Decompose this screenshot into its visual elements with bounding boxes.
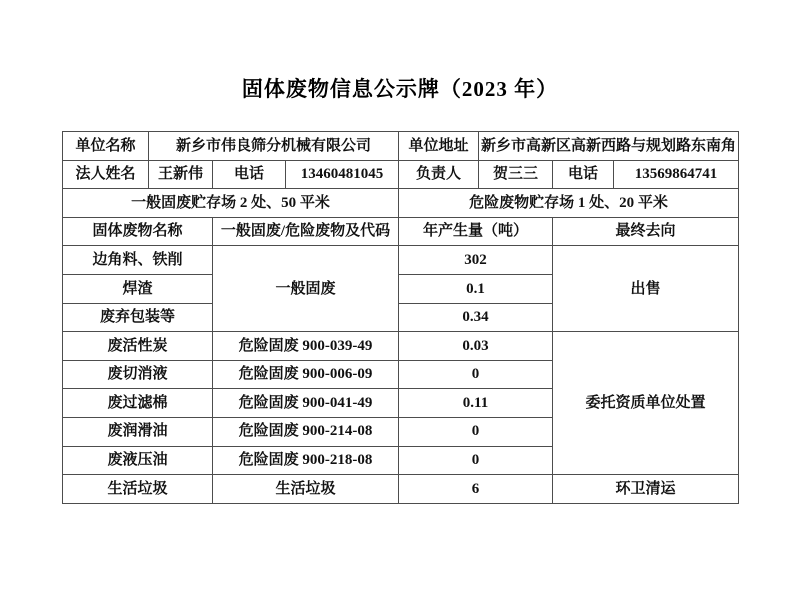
header-waste-name-cell: 固体废物名称	[63, 217, 213, 246]
waste-name-cell: 边角料、铁削	[63, 246, 213, 275]
waste-row-domestic	[63, 475, 739, 504]
phone1-label-cell: 电话	[213, 160, 286, 189]
waste-name-cell: 废活性炭	[63, 332, 213, 361]
unit-name-label-cell: 单位名称	[63, 132, 149, 161]
waste-name-cell: 废液压油	[63, 446, 213, 475]
hazardous-storage-cell: 危险废物贮存场 1 处、20 平米	[399, 189, 739, 218]
waste-code-cell: 危险固废 900-218-08	[213, 446, 399, 475]
waste-name-cell: 废过滤棉	[63, 389, 213, 418]
waste-code-cell: 危险固废 900-006-09	[213, 360, 399, 389]
waste-amount-cell: 0.11	[399, 389, 553, 418]
waste-notice-table	[62, 131, 739, 504]
unit-name-value-cell: 新乡市伟良筛分机械有限公司	[149, 132, 399, 161]
general-type-cell: 一般固废	[213, 246, 399, 332]
phone1-value-cell: 13460481045	[286, 160, 399, 189]
waste-name-cell: 废切消液	[63, 360, 213, 389]
general-storage-cell: 一般固废贮存场 2 处、50 平米	[63, 189, 399, 218]
waste-name-cell: 焊渣	[63, 274, 213, 303]
general-destination-cell: 出售	[553, 246, 739, 332]
unit-address-label-cell: 单位地址	[399, 132, 479, 161]
waste-amount-cell: 6	[399, 475, 553, 504]
company-name-row	[63, 132, 739, 161]
waste-name-cell: 生活垃圾	[63, 475, 213, 504]
legal-person-value-cell: 王新伟	[149, 160, 213, 189]
waste-header-row	[63, 217, 739, 246]
waste-row-general	[63, 246, 739, 275]
phone2-label-cell: 电话	[553, 160, 614, 189]
header-annual-amount-cell: 年产生量（吨）	[399, 217, 553, 246]
waste-amount-cell: 0.34	[399, 303, 553, 332]
domestic-destination-cell: 环卫清运	[553, 475, 739, 504]
page-title: 固体废物信息公示牌（2023 年）	[241, 77, 559, 101]
unit-address-value-cell: 新乡市高新区高新西路与规划路东南角	[479, 132, 739, 161]
waste-name-cell: 废润滑油	[63, 417, 213, 446]
waste-code-cell: 危险固废 900-039-49	[213, 332, 399, 361]
header-destination-cell: 最终去向	[553, 217, 739, 246]
waste-amount-cell: 0	[399, 417, 553, 446]
hazardous-destination-cell: 委托资质单位处置	[553, 332, 739, 475]
waste-code-cell: 危险固废 900-041-49	[213, 389, 399, 418]
waste-amount-cell: 0	[399, 360, 553, 389]
waste-code-cell: 生活垃圾	[213, 475, 399, 504]
waste-amount-cell: 0.03	[399, 332, 553, 361]
waste-amount-cell: 302	[399, 246, 553, 275]
manager-label-cell: 负责人	[399, 160, 479, 189]
waste-row-hazardous	[63, 332, 739, 361]
manager-value-cell: 贺三三	[479, 160, 553, 189]
waste-amount-cell: 0	[399, 446, 553, 475]
waste-name-cell: 废弃包装等	[63, 303, 213, 332]
waste-code-cell: 危险固废 900-214-08	[213, 417, 399, 446]
storage-row	[63, 189, 739, 218]
header-waste-code-cell: 一般固废/危险废物及代码	[213, 217, 399, 246]
legal-person-label-cell: 法人姓名	[63, 160, 149, 189]
phone2-value-cell: 13569864741	[614, 160, 739, 189]
contacts-row	[63, 160, 739, 189]
waste-amount-cell: 0.1	[399, 274, 553, 303]
